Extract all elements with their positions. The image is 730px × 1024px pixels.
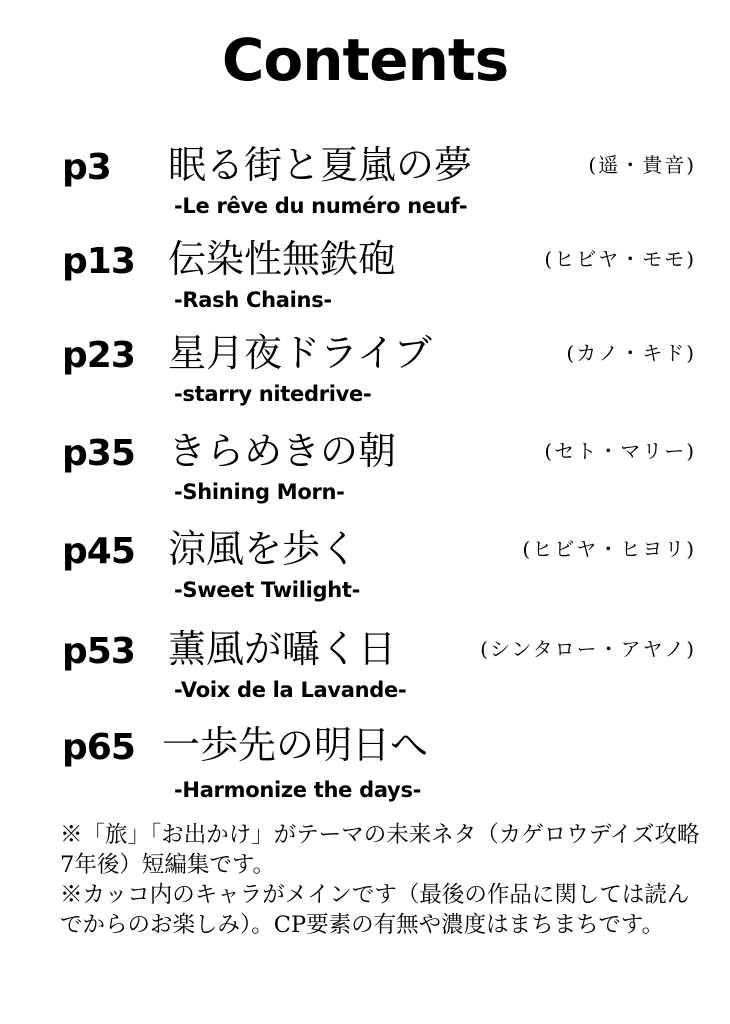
story-title: 一歩先の明日へ <box>162 723 429 767</box>
story-title: 眠る街と夏嵐の夢 <box>168 143 473 187</box>
main-characters: (カノ・キド) <box>566 341 696 365</box>
story-subtitle: -starry nitedrive- <box>174 382 372 406</box>
story-subtitle: -Le rêve du numéro neuf- <box>174 194 468 218</box>
story-title: きらめきの朝 <box>168 429 397 473</box>
toc-entry <box>0 626 730 722</box>
toc-entry <box>0 236 730 332</box>
toc-entry <box>0 526 730 622</box>
toc-entry <box>0 142 730 238</box>
notes-section <box>60 820 700 940</box>
story-subtitle: -Rash Chains- <box>174 288 332 312</box>
story-title: 星月夜ドライブ <box>168 331 432 375</box>
story-subtitle: -Sweet Twilight- <box>174 578 361 602</box>
toc-entry <box>0 330 730 426</box>
story-title: 涼風を歩く <box>168 527 359 571</box>
page-number: p23 <box>62 335 135 376</box>
note-theme: ※「旅」「お出かけ」がテーマの未来ネタ（カゲロウデイズ攻略7年後）短編集です。 <box>60 822 700 878</box>
main-characters: (ヒビヤ・モモ) <box>544 247 696 271</box>
story-subtitle: -Shining Morn- <box>174 480 345 504</box>
page-number: p13 <box>62 241 135 282</box>
page-number: p3 <box>62 147 111 188</box>
note-characters: ※カッコ内のキャラがメインです（最後の作品に関しては読んでからのお楽しみ）。CP要素の有無や濃度はまちまちです。 <box>60 882 690 938</box>
main-characters: (セト・マリー) <box>544 439 696 463</box>
toc-entry <box>0 722 730 818</box>
page-number: p65 <box>62 727 135 768</box>
main-characters: (シンタロー・アヤノ) <box>480 637 696 661</box>
main-characters: (ヒビヤ・ヒヨリ) <box>522 537 696 561</box>
toc-entry <box>0 428 730 524</box>
contents-title: Contents <box>221 26 509 94</box>
story-title: 薫風が囁く日 <box>168 627 397 671</box>
story-subtitle: -Voix de la Lavande- <box>174 678 407 702</box>
story-subtitle: -Harmonize the days- <box>174 778 422 802</box>
page-number: p35 <box>62 433 135 474</box>
main-characters: (遥・貴音) <box>588 153 696 177</box>
page-number: p45 <box>62 531 135 572</box>
story-title: 伝染性無鉄砲 <box>168 237 397 281</box>
page-number: p53 <box>62 631 135 672</box>
